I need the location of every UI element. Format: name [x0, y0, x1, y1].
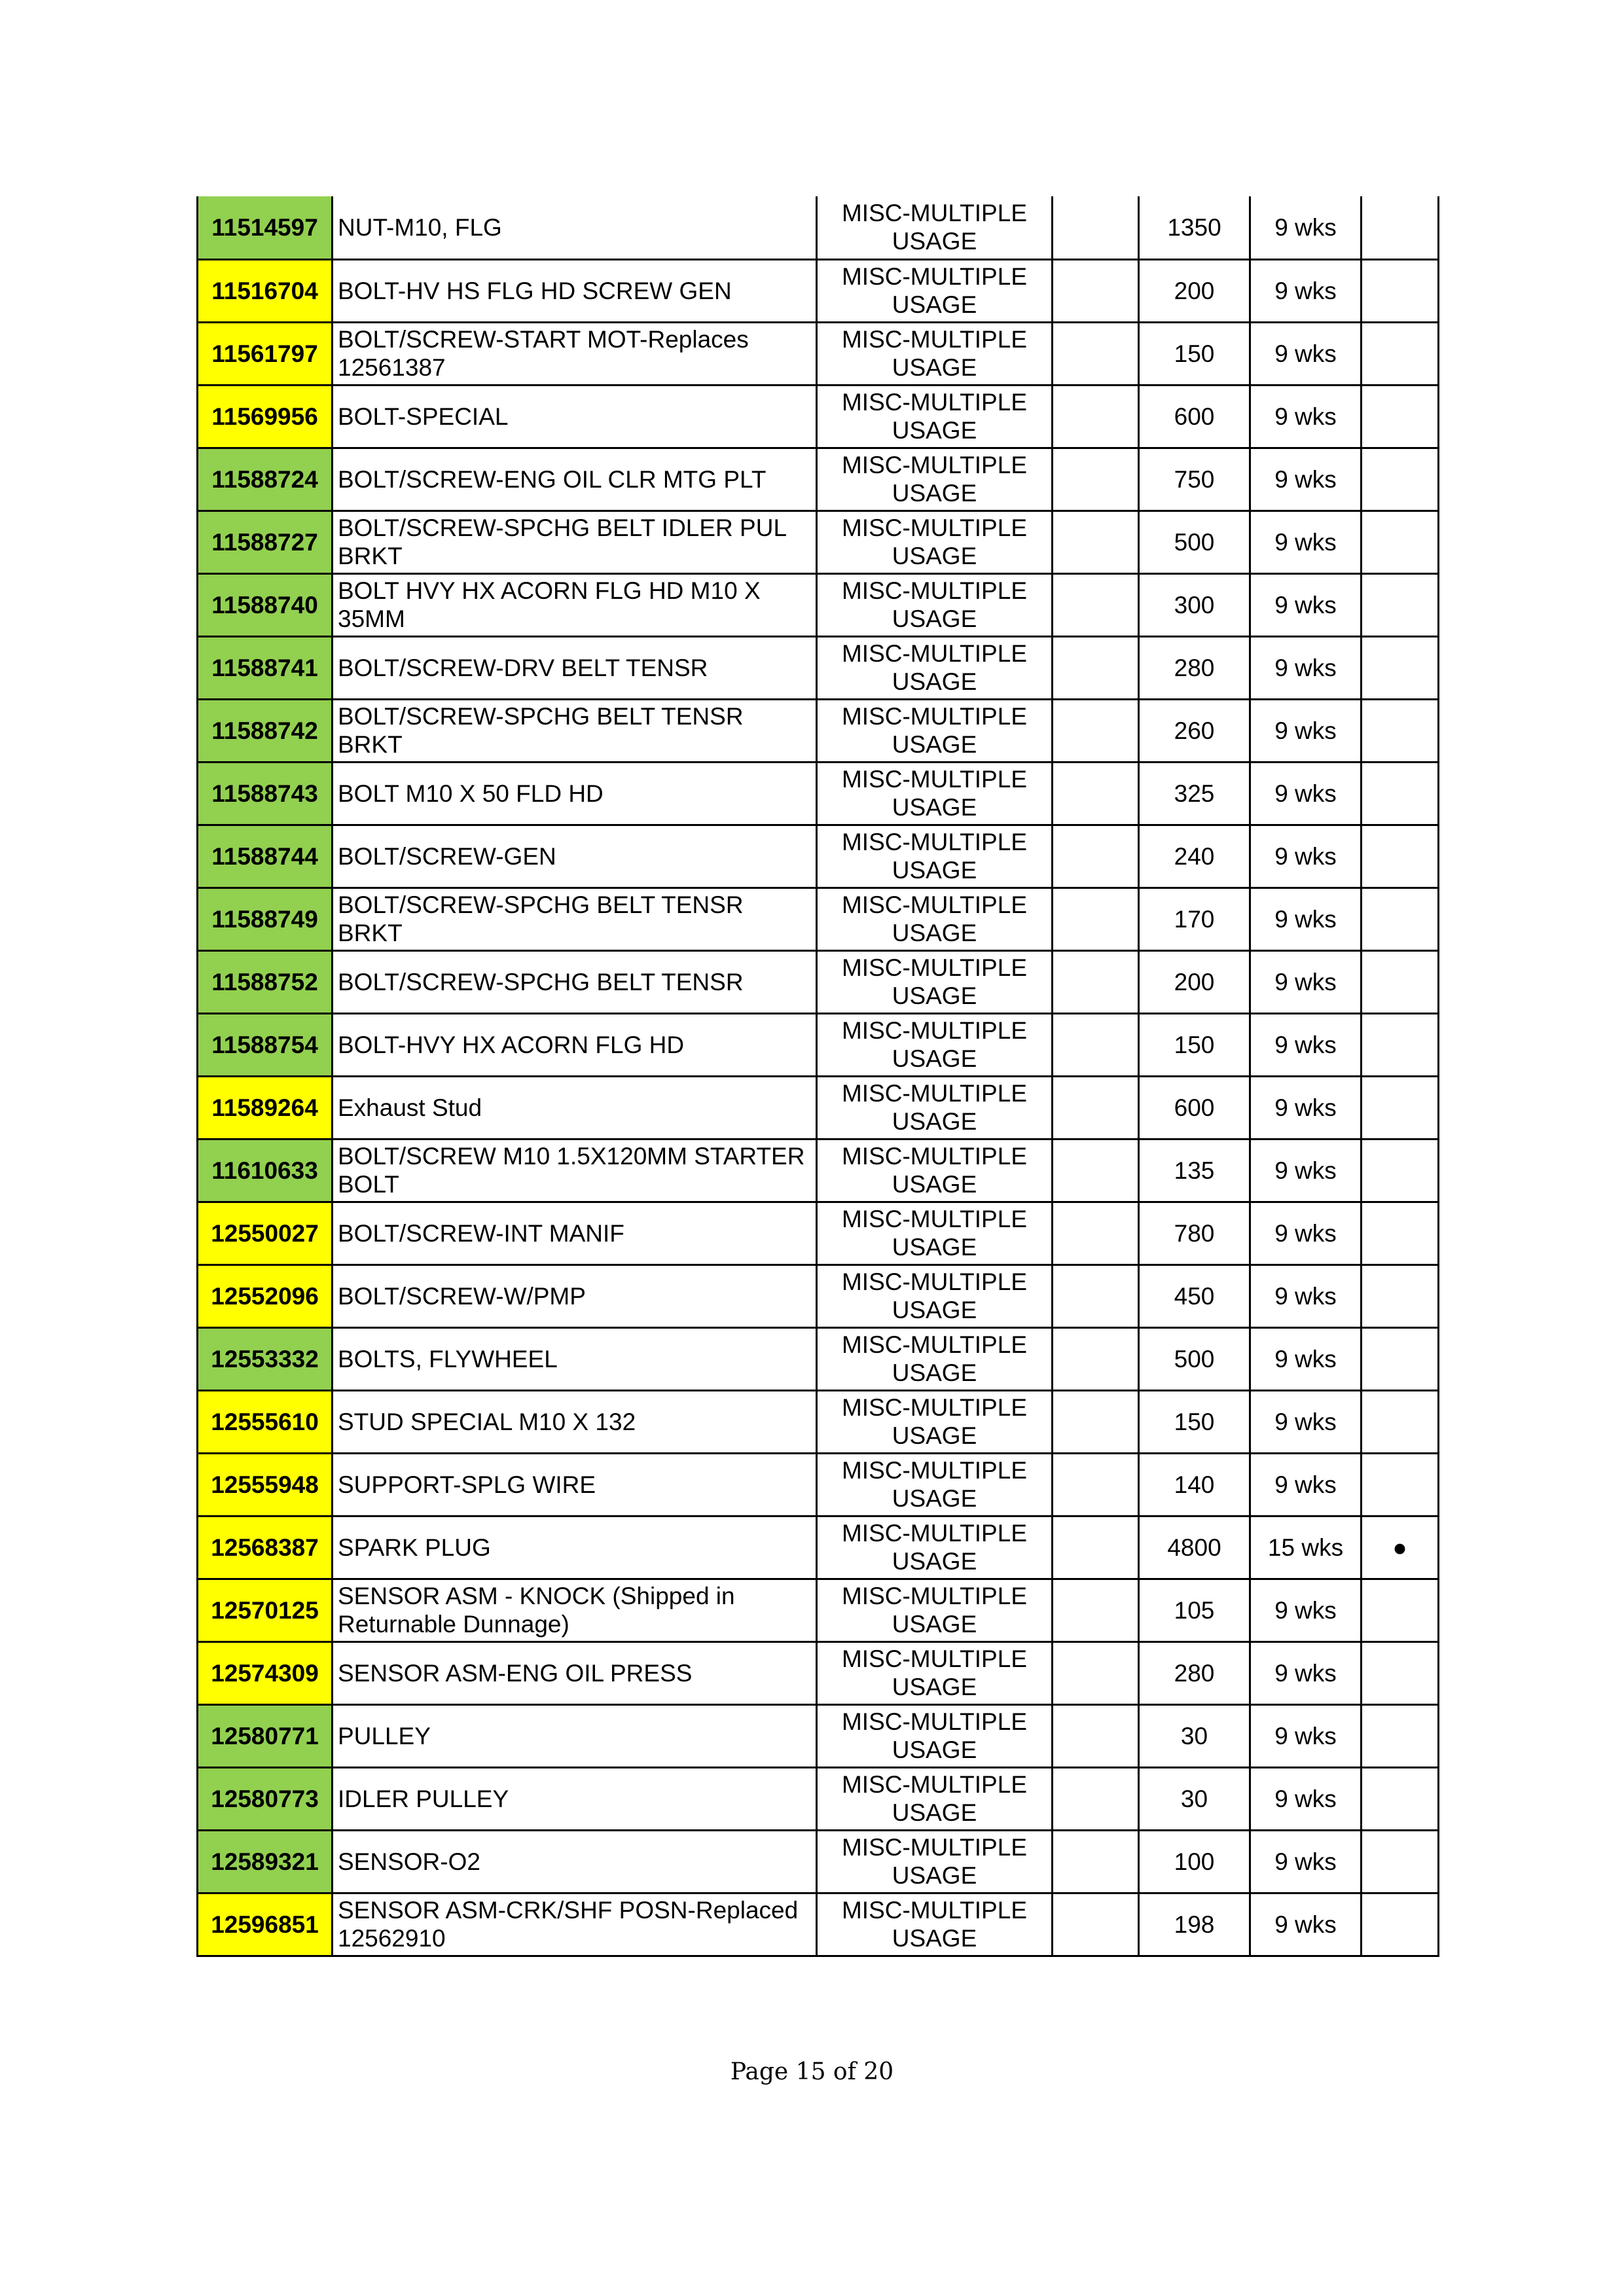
table-row — [198, 385, 1439, 448]
usage-cell: MISC-MULTIPLE USAGE — [817, 699, 1053, 762]
description-cell: NUT-M10, FLG — [333, 196, 817, 259]
empty-cell — [1053, 1265, 1139, 1327]
usage-cell: MISC-MULTIPLE USAGE — [817, 448, 1053, 511]
part-number-cell: 11569956 — [198, 385, 333, 448]
lead-time-cell: 9 wks — [1250, 1641, 1362, 1704]
empty-cell — [1053, 636, 1139, 699]
table-row — [198, 1013, 1439, 1076]
quantity-cell: 140 — [1139, 1453, 1250, 1516]
lead-time-cell: 9 wks — [1250, 573, 1362, 636]
marker-cell — [1362, 196, 1439, 259]
table-row — [198, 1830, 1439, 1893]
lead-time-cell: 9 wks — [1250, 1390, 1362, 1453]
table-row — [198, 1139, 1439, 1202]
description-cell: SENSOR ASM-CRK/SHF POSN-Replaced 12562910 — [333, 1893, 817, 1956]
marker-cell — [1362, 888, 1439, 950]
quantity-cell: 280 — [1139, 636, 1250, 699]
parts-table — [196, 196, 1439, 1957]
quantity-cell: 150 — [1139, 1390, 1250, 1453]
description-cell: BOLT/SCREW-DRV BELT TENSR — [333, 636, 817, 699]
quantity-cell: 150 — [1139, 1013, 1250, 1076]
quantity-cell: 200 — [1139, 950, 1250, 1013]
marker-cell — [1362, 322, 1439, 385]
table-row — [198, 259, 1439, 322]
marker-cell — [1362, 448, 1439, 511]
empty-cell — [1053, 1830, 1139, 1893]
marker-cell — [1362, 1139, 1439, 1202]
quantity-cell: 600 — [1139, 1076, 1250, 1139]
table-row — [198, 762, 1439, 825]
quantity-cell: 600 — [1139, 385, 1250, 448]
table-row — [198, 1516, 1439, 1579]
marker-cell — [1362, 1265, 1439, 1327]
marker-cell — [1362, 950, 1439, 1013]
lead-time-cell: 9 wks — [1250, 196, 1362, 259]
quantity-cell: 280 — [1139, 1641, 1250, 1704]
empty-cell — [1053, 573, 1139, 636]
lead-time-cell: 9 wks — [1250, 1767, 1362, 1830]
table-row — [198, 636, 1439, 699]
lead-time-cell: 9 wks — [1250, 322, 1362, 385]
parts-table-body — [198, 196, 1439, 1956]
description-cell: STUD SPECIAL M10 X 132 — [333, 1390, 817, 1453]
table-row — [198, 699, 1439, 762]
usage-cell: MISC-MULTIPLE USAGE — [817, 762, 1053, 825]
description-cell: BOLT/SCREW-INT MANIF — [333, 1202, 817, 1265]
description-cell: PULLEY — [333, 1704, 817, 1767]
marker-cell — [1362, 1830, 1439, 1893]
table-row — [198, 1076, 1439, 1139]
empty-cell — [1053, 1390, 1139, 1453]
quantity-cell: 450 — [1139, 1265, 1250, 1327]
lead-time-cell: 9 wks — [1250, 1579, 1362, 1641]
quantity-cell: 30 — [1139, 1704, 1250, 1767]
part-number-cell: 12574309 — [198, 1641, 333, 1704]
part-number-cell: 12555610 — [198, 1390, 333, 1453]
usage-cell: MISC-MULTIPLE USAGE — [817, 1767, 1053, 1830]
marker-cell — [1362, 1893, 1439, 1956]
usage-cell: MISC-MULTIPLE USAGE — [817, 636, 1053, 699]
part-number-cell: 12589321 — [198, 1830, 333, 1893]
lead-time-cell: 9 wks — [1250, 1202, 1362, 1265]
empty-cell — [1053, 1076, 1139, 1139]
description-cell: BOLT-HV HS FLG HD SCREW GEN — [333, 259, 817, 322]
table-row — [198, 888, 1439, 950]
empty-cell — [1053, 1202, 1139, 1265]
part-number-cell: 11589264 — [198, 1076, 333, 1139]
lead-time-cell: 9 wks — [1250, 1830, 1362, 1893]
empty-cell — [1053, 1139, 1139, 1202]
marker-cell — [1362, 762, 1439, 825]
usage-cell: MISC-MULTIPLE USAGE — [817, 511, 1053, 573]
page-number: Page 15 of 20 — [730, 2058, 894, 2085]
quantity-cell: 500 — [1139, 1327, 1250, 1390]
part-number-cell: 11514597 — [198, 196, 333, 259]
empty-cell — [1053, 1893, 1139, 1956]
description-cell: BOLT/SCREW-SPCHG BELT TENSR BRKT — [333, 888, 817, 950]
part-number-cell: 11588743 — [198, 762, 333, 825]
usage-cell: MISC-MULTIPLE USAGE — [817, 1516, 1053, 1579]
description-cell: BOLT/SCREW-START MOT-Replaces 12561387 — [333, 322, 817, 385]
table-row — [198, 1202, 1439, 1265]
quantity-cell: 240 — [1139, 825, 1250, 888]
quantity-cell: 4800 — [1139, 1516, 1250, 1579]
empty-cell — [1053, 385, 1139, 448]
usage-cell: MISC-MULTIPLE USAGE — [817, 825, 1053, 888]
usage-cell: MISC-MULTIPLE USAGE — [817, 1641, 1053, 1704]
part-number-cell: 11588741 — [198, 636, 333, 699]
description-cell: Exhaust Stud — [333, 1076, 817, 1139]
marker-cell — [1362, 385, 1439, 448]
usage-cell: MISC-MULTIPLE USAGE — [817, 1830, 1053, 1893]
description-cell: BOLT/SCREW-SPCHG BELT TENSR BRKT — [333, 699, 817, 762]
table-row — [198, 825, 1439, 888]
description-cell: BOLT/SCREW-GEN — [333, 825, 817, 888]
quantity-cell: 780 — [1139, 1202, 1250, 1265]
description-cell: BOLT M10 X 50 FLD HD — [333, 762, 817, 825]
part-number-cell: 12568387 — [198, 1516, 333, 1579]
description-cell: BOLT HVY HX ACORN FLG HD M10 X 35MM — [333, 573, 817, 636]
marker-cell — [1362, 511, 1439, 573]
lead-time-cell: 9 wks — [1250, 1013, 1362, 1076]
empty-cell — [1053, 1641, 1139, 1704]
table-row — [198, 1893, 1439, 1956]
marker-cell — [1362, 1076, 1439, 1139]
lead-time-cell: 9 wks — [1250, 825, 1362, 888]
lead-time-cell: 9 wks — [1250, 448, 1362, 511]
table-row — [198, 448, 1439, 511]
lead-time-cell: 9 wks — [1250, 699, 1362, 762]
lead-time-cell: 9 wks — [1250, 1265, 1362, 1327]
marker-cell — [1362, 259, 1439, 322]
part-number-cell: 12596851 — [198, 1893, 333, 1956]
lead-time-cell: 9 wks — [1250, 1076, 1362, 1139]
description-cell: BOLTS, FLYWHEEL — [333, 1327, 817, 1390]
part-number-cell: 11516704 — [198, 259, 333, 322]
table-row — [198, 1390, 1439, 1453]
quantity-cell: 105 — [1139, 1579, 1250, 1641]
usage-cell: MISC-MULTIPLE USAGE — [817, 196, 1053, 259]
usage-cell: MISC-MULTIPLE USAGE — [817, 950, 1053, 1013]
lead-time-cell: 9 wks — [1250, 950, 1362, 1013]
table-row — [198, 1453, 1439, 1516]
part-number-cell: 11588724 — [198, 448, 333, 511]
usage-cell: MISC-MULTIPLE USAGE — [817, 1139, 1053, 1202]
marker-cell — [1362, 1767, 1439, 1830]
empty-cell — [1053, 888, 1139, 950]
description-cell: SENSOR ASM - KNOCK (Shipped in Returnable Dunnage) — [333, 1579, 817, 1641]
quantity-cell: 198 — [1139, 1893, 1250, 1956]
marker-cell: ● — [1362, 1516, 1439, 1579]
description-cell: BOLT-SPECIAL — [333, 385, 817, 448]
marker-cell — [1362, 1013, 1439, 1076]
table-row — [198, 1579, 1439, 1641]
table-row — [198, 1704, 1439, 1767]
description-cell: BOLT/SCREW-SPCHG BELT IDLER PUL BRKT — [333, 511, 817, 573]
part-number-cell: 11588752 — [198, 950, 333, 1013]
empty-cell — [1053, 1767, 1139, 1830]
part-number-cell: 11588754 — [198, 1013, 333, 1076]
usage-cell: MISC-MULTIPLE USAGE — [817, 1202, 1053, 1265]
table-row — [198, 1265, 1439, 1327]
empty-cell — [1053, 511, 1139, 573]
usage-cell: MISC-MULTIPLE USAGE — [817, 1076, 1053, 1139]
part-number-cell: 11588749 — [198, 888, 333, 950]
marker-cell — [1362, 1641, 1439, 1704]
description-cell: BOLT/SCREW-ENG OIL CLR MTG PLT — [333, 448, 817, 511]
empty-cell — [1053, 950, 1139, 1013]
lead-time-cell: 9 wks — [1250, 259, 1362, 322]
quantity-cell: 260 — [1139, 699, 1250, 762]
usage-cell: MISC-MULTIPLE USAGE — [817, 322, 1053, 385]
usage-cell: MISC-MULTIPLE USAGE — [817, 888, 1053, 950]
part-number-cell: 12553332 — [198, 1327, 333, 1390]
marker-cell — [1362, 573, 1439, 636]
lead-time-cell: 9 wks — [1250, 762, 1362, 825]
empty-cell — [1053, 259, 1139, 322]
table-row — [198, 1641, 1439, 1704]
description-cell: IDLER PULLEY — [333, 1767, 817, 1830]
empty-cell — [1053, 1516, 1139, 1579]
marker-cell — [1362, 1704, 1439, 1767]
part-number-cell: 12555948 — [198, 1453, 333, 1516]
empty-cell — [1053, 762, 1139, 825]
empty-cell — [1053, 825, 1139, 888]
lead-time-cell: 9 wks — [1250, 385, 1362, 448]
lead-time-cell: 9 wks — [1250, 888, 1362, 950]
usage-cell: MISC-MULTIPLE USAGE — [817, 1390, 1053, 1453]
quantity-cell: 300 — [1139, 573, 1250, 636]
part-number-cell: 12550027 — [198, 1202, 333, 1265]
marker-cell — [1362, 1202, 1439, 1265]
empty-cell — [1053, 1013, 1139, 1076]
usage-cell: MISC-MULTIPLE USAGE — [817, 1579, 1053, 1641]
usage-cell: MISC-MULTIPLE USAGE — [817, 1013, 1053, 1076]
lead-time-cell: 9 wks — [1250, 511, 1362, 573]
marker-cell — [1362, 1390, 1439, 1453]
part-number-cell: 12552096 — [198, 1265, 333, 1327]
usage-cell: MISC-MULTIPLE USAGE — [817, 385, 1053, 448]
part-number-cell: 12570125 — [198, 1579, 333, 1641]
lead-time-cell: 9 wks — [1250, 1327, 1362, 1390]
table-row — [198, 511, 1439, 573]
usage-cell: MISC-MULTIPLE USAGE — [817, 1453, 1053, 1516]
usage-cell: MISC-MULTIPLE USAGE — [817, 1704, 1053, 1767]
part-number-cell: 11610633 — [198, 1139, 333, 1202]
quantity-cell: 135 — [1139, 1139, 1250, 1202]
quantity-cell: 30 — [1139, 1767, 1250, 1830]
marker-cell — [1362, 1327, 1439, 1390]
empty-cell — [1053, 448, 1139, 511]
part-number-cell: 11588740 — [198, 573, 333, 636]
description-cell: BOLT/SCREW-W/PMP — [333, 1265, 817, 1327]
table-row — [198, 950, 1439, 1013]
empty-cell — [1053, 699, 1139, 762]
description-cell: SUPPORT-SPLG WIRE — [333, 1453, 817, 1516]
marker-cell — [1362, 699, 1439, 762]
part-number-cell: 11561797 — [198, 322, 333, 385]
quantity-cell: 170 — [1139, 888, 1250, 950]
part-number-cell: 12580773 — [198, 1767, 333, 1830]
marker-cell — [1362, 825, 1439, 888]
marker-cell — [1362, 1453, 1439, 1516]
usage-cell: MISC-MULTIPLE USAGE — [817, 1327, 1053, 1390]
part-number-cell: 11588727 — [198, 511, 333, 573]
quantity-cell: 100 — [1139, 1830, 1250, 1893]
description-cell: BOLT/SCREW-SPCHG BELT TENSR — [333, 950, 817, 1013]
description-cell: SENSOR ASM-ENG OIL PRESS — [333, 1641, 817, 1704]
description-cell: SENSOR-O2 — [333, 1830, 817, 1893]
part-number-cell: 11588744 — [198, 825, 333, 888]
empty-cell — [1053, 196, 1139, 259]
usage-cell: MISC-MULTIPLE USAGE — [817, 1265, 1053, 1327]
table-row — [198, 322, 1439, 385]
quantity-cell: 325 — [1139, 762, 1250, 825]
empty-cell — [1053, 322, 1139, 385]
part-number-cell: 11588742 — [198, 699, 333, 762]
quantity-cell: 750 — [1139, 448, 1250, 511]
lead-time-cell: 9 wks — [1250, 1453, 1362, 1516]
quantity-cell: 1350 — [1139, 196, 1250, 259]
empty-cell — [1053, 1453, 1139, 1516]
description-cell: BOLT/SCREW M10 1.5X120MM STARTER BOLT — [333, 1139, 817, 1202]
empty-cell — [1053, 1327, 1139, 1390]
table-row — [198, 1767, 1439, 1830]
quantity-cell: 500 — [1139, 511, 1250, 573]
table-row — [198, 1327, 1439, 1390]
usage-cell: MISC-MULTIPLE USAGE — [817, 259, 1053, 322]
empty-cell — [1053, 1579, 1139, 1641]
part-number-cell: 12580771 — [198, 1704, 333, 1767]
quantity-cell: 150 — [1139, 322, 1250, 385]
lead-time-cell: 9 wks — [1250, 1704, 1362, 1767]
table-row — [198, 573, 1439, 636]
marker-cell — [1362, 636, 1439, 699]
table-row — [198, 196, 1439, 259]
usage-cell: MISC-MULTIPLE USAGE — [817, 1893, 1053, 1956]
lead-time-cell: 9 wks — [1250, 1893, 1362, 1956]
marker-cell — [1362, 1579, 1439, 1641]
description-cell: BOLT-HVY HX ACORN FLG HD — [333, 1013, 817, 1076]
description-cell: SPARK PLUG — [333, 1516, 817, 1579]
quantity-cell: 200 — [1139, 259, 1250, 322]
lead-time-cell: 15 wks — [1250, 1516, 1362, 1579]
usage-cell: MISC-MULTIPLE USAGE — [817, 573, 1053, 636]
lead-time-cell: 9 wks — [1250, 1139, 1362, 1202]
empty-cell — [1053, 1704, 1139, 1767]
lead-time-cell: 9 wks — [1250, 636, 1362, 699]
